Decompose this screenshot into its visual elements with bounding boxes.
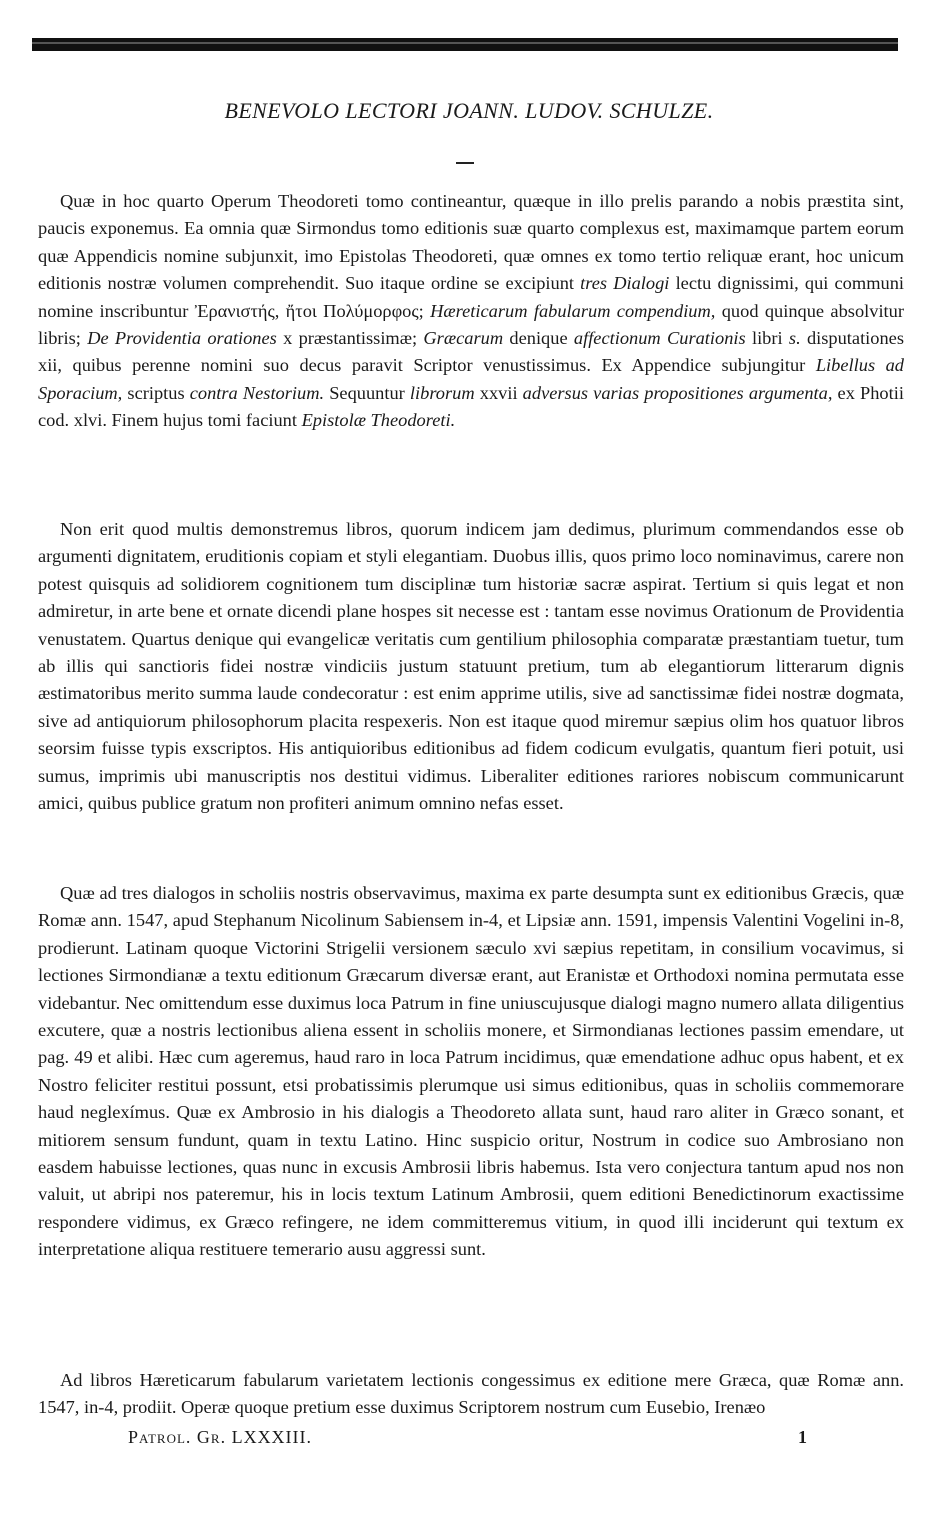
top-rule <box>32 38 898 51</box>
paragraph-1-segment: Hæreticarum fabularum compendium, <box>430 300 716 321</box>
paragraph-1-segment: quod quinque absolvitur libris; <box>38 300 904 349</box>
paragraph-1-segment: Quæ in hoc quarto Operum Theodoreti tomo contineantur, quæque in illo prelis parando a nobis præstita sint, paucis exponemus. Ea omnia quæ Sirmondus tomo editionis suæ quarto complexus est, maximamque partem eorum quæ Appendicis nomine subjunxit, imo Epistolas Theodoreti, quæ omnes ex tomo tertio reliquæ erant, hoc unicum editionis nostræ volumen comprehendit. Suo itaque ordine se excipiunt <box>38 191 904 294</box>
paragraph-1-segment: ex Photii cod. xlvi. Finem hujus tomi faciunt <box>38 382 904 431</box>
paragraph-1-segment: disputationes xii, quibus perenne nomini suo decus paravit Scriptor venustissimus. Ex Appendice subjungitur <box>38 328 905 376</box>
paragraph-2: Non erit quod multis demonstremus libros, quorum indicem jam dedimus, plurimum commendandos esse ob argumenti dignitatem, eruditionis copiam et styli elegantiam. Duobus illis, quos primo loco nominavimus, carere non potest quisquis ad solidiorem cognitionem tum disciplinæ tum historiæ sacræ aspirat. Tertium si quis legat et non admiretur, in arte bene et ornate dicendi plane hospes sit necesse est : tantam esse novimus Orationum de Providentia venustatem. Quartus denique qui evangelicæ veritatis cum gentilium philosophia comparatæ præstantiam tuetur, tum ab illis qui sanctioris fidei nostræ vindiciis justum statuunt pretium, tum ab elegantiorum litterarum dignis æstimatoribus merito summa laude condecoratur : est enim apprime utilis, sive ad sanctissimæ fidei nostræ dogmata, sive ad antiquiorum philosophorum placita respexeris. Non est itaque quod miremur sæpius olim hos quatuor libros seorsim fuisse typis exscriptos. His antiquioribus editionibus ad fidem codicum evulgatis, quantum fieri potuit, usi sumus, imprimis ubi manuscriptis nos destitui vidimus. Liberaliter editiones rariores nobiscum communicarunt amici, quibus publice gratum non profiteri animum omnino nefas esset. <box>38 519 904 814</box>
paragraph-1-segment: Libellus ad Sporacium, <box>38 355 904 403</box>
paragraph-1-segment: adversus varias propositiones argumenta, <box>522 382 833 403</box>
paragraph-1-segment: librorum <box>409 382 475 403</box>
paragraph-1-segment: De Providentia orationes <box>87 328 277 349</box>
paragraph-1-segment: x præstantissimæ; <box>276 328 424 349</box>
page-number: 1 <box>798 1427 808 1447</box>
page-title: BENEVOLO LECTORI JOANN. LUDOV. SCHULZE. <box>224 98 714 123</box>
paragraph-1-segment: denique <box>503 328 574 349</box>
paragraph-1-segment: contra Nestorium. <box>189 382 325 403</box>
paragraph-1-segment: libri <box>745 328 789 349</box>
paragraph-1-segment: s. <box>788 328 801 349</box>
paragraph-3: Quæ ad tres dialogos in scholiis nostris observavimus, maxima ex parte desumpta sunt ex editionibus Græcis, quæ Romæ ann. 1547, apud Stephanum Nicolinum Sabiensem in-4, et Lipsiæ ann. 1591, impensis Valentini Vogelini in-8, prodierunt. Latinam quoque Victorini Strigelii versionem sæculo xvi sæpius repetitam, in consilium vocavimus, si lectiones Sirmondianæ a textu editionum Græcarum diversæ erant, aut Eranistæ et Orthodoxi nomina permutata esse videbantur. Nec omittendum esse duximus loca Patrum in fine uniuscujusque dialogi magno numero allata diligentius excutere, quæ a nostris lectionibus aliena essent in scholiis monere, et Sirmondianas lectiones passim emendare, ut pag. 49 et alibi. Hæc cum ageremus, haud raro in loca Patrum incidimus, quæ emendatione adhuc opus habent, et ex Nostro feliciter restitui possunt, etsi probatissimis plerumque usi simus editionibus, quas in scholiis commemorare haud neglexímus. Quæ ex Ambrosio in his dialogis a Theodoreto allata sunt, haud raro aliter in Græco sonant, et mitiorem sensum fundunt, quam in textu Latino. Hinc suspicio oritur, Nostrum in codice suo Ambrosiano non easdem habuisse lectiones, quas nunc in excusis Ambrosii libris habemus. Ista vero conjectura tantum apud nos non valuit, ut abripi nos pateremur, his in locis textum Latinum Ambrosii, quem editioni Benedictinorum exactissime respondere vidimus, ex Græco refingere, ne idem committeremus vitium, in quod illi inciderunt qui textum ex interpretatione aliqua restituere temerario ausu aggressi sunt. <box>38 883 904 1260</box>
paragraph-1-segment: Epistolæ Theodoreti. <box>301 410 456 431</box>
title-separator <box>456 162 474 164</box>
paragraph-1-segment: affectionum Curationis <box>573 328 746 349</box>
page-footer <box>128 1427 808 1448</box>
paragraph-1-segment: tres Dialogi <box>580 273 670 294</box>
paragraph-1-segment: lectu dignissimi, qui communi nomine inscribuntur Ἐρανιστής, ἤτοι Πολύμορφος; <box>38 273 904 321</box>
paragraph-1-segment: scriptus <box>122 382 190 403</box>
paragraph-4: Ad libros Hæreticarum fabularum varietatem lectionis congessimus ex editione mere Græca, quæ Romæ ann. 1547, in-4, prodiit. Operæ quoque pretium esse duximus Scriptorem nostrum cum Eusebio, Irenæo <box>38 1370 904 1418</box>
paragraph-1-segment: Græcarum <box>423 328 504 349</box>
paragraph-1 <box>38 188 904 435</box>
paragraph-1-segment: xxvii <box>474 382 523 403</box>
paragraph-1-segment: Sequuntur <box>324 382 410 403</box>
footer-signature: Patrol. Gr. LXXXIII. <box>128 1427 313 1447</box>
